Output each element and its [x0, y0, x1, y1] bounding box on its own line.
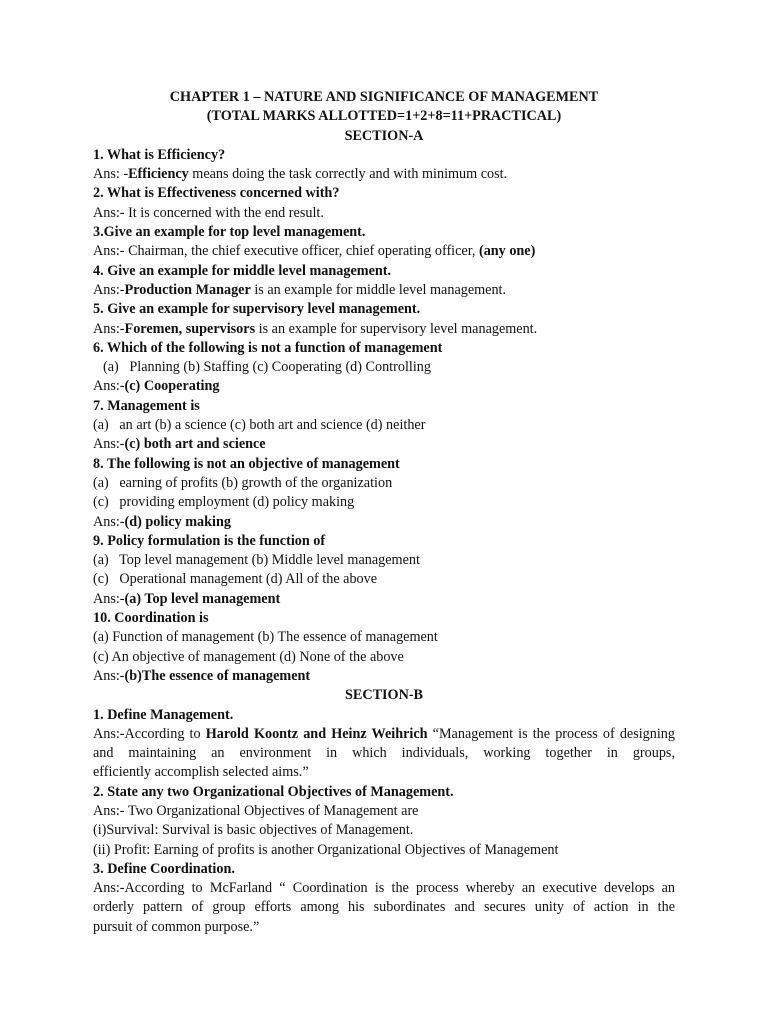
answer-b3: Ans:-According to McFarland “ Coordination is the process whereby an executive develops an orderly pattern of group efforts among his subordinates and secures unity of action in the — [93, 880, 675, 916]
question-b3: 3. Define Coordination. — [93, 860, 235, 877]
answer-b1-last: efficiently accomplish selected aims.” — [93, 764, 309, 781]
answer-a1: Ans: -Efficiency means doing the task correctly and with minimum cost. — [93, 166, 508, 183]
chapter-title: CHAPTER 1 – NATURE AND SIGNIFICANCE OF MANAGEMENT — [169, 89, 599, 105]
section-a-heading: SECTION-A — [344, 127, 424, 144]
answer-b1: Ans:-According to Harold Koontz and Heinz Weihrich “Management is the process of designing and maintaining an environment in which individuals, working together in groups, — [93, 725, 675, 762]
question-a3: 3.Give an example for top level management. — [93, 224, 366, 241]
answer-a6: Ans:-(c) Cooperating — [93, 378, 220, 395]
question-a8: 8. The following is not an objective of management — [93, 455, 400, 472]
options-a6: (a) Planning (b) Staffing (c) Cooperating (d) Controlling — [103, 359, 431, 376]
question-a7: 7. Management is — [93, 397, 200, 414]
options-a8-line1: (a) earning of profits (b) growth of the organization — [93, 474, 393, 491]
answer-b2-survival: (i)Survival: Survival is basic objectives of Management. — [93, 822, 414, 839]
answer-a10: Ans:-(b)The essence of management — [93, 667, 311, 684]
options-a8-line2: (c) providing employment (d) policy making — [93, 494, 355, 511]
options-a9-line2: (c) Operational management (d) All of the above — [93, 571, 378, 588]
answer-b2-profit: (ii) Profit: Earning of profits is another Organizational Objectives of Management — [93, 841, 559, 858]
answer-b3-last: pursuit of common purpose.” — [93, 918, 260, 935]
answer-a8: Ans:-(d) policy making — [93, 513, 231, 530]
options-a7: (a) an art (b) a science (c) both art and science (d) neither — [93, 417, 426, 434]
section-b-heading: SECTION-B — [344, 687, 424, 704]
marks-allotted: (TOTAL MARKS ALLOTTED=1+2+8=11+PRACTICAL) — [206, 108, 562, 125]
question-b1: 1. Define Management. — [93, 706, 234, 723]
answer-a2: Ans:- It is concerned with the end result. — [93, 204, 324, 221]
options-a9-line1: (a) Top level management (b) Middle level management — [93, 552, 420, 569]
answer-a4: Ans:-Production Manager is an example for middle level management. — [93, 281, 507, 298]
question-a4: 4. Give an example for middle level management. — [93, 262, 392, 279]
question-a9: 9. Policy formulation is the function of — [93, 532, 326, 549]
answer-a7: Ans:-(c) both art and science — [93, 436, 266, 453]
answer-a3: Ans:- Chairman, the chief executive officer, chief operating officer, (any one) — [93, 243, 536, 260]
question-a5: 5. Give an example for supervisory level management. — [93, 301, 421, 318]
question-a1: 1. What is Efficiency? — [93, 146, 226, 163]
options-a10-line1: (a) Function of management (b) The essence of management — [93, 629, 438, 646]
question-a6: 6. Which of the following is not a function of management — [93, 339, 443, 356]
answer-b2: Ans:- Two Organizational Objectives of Management are — [93, 802, 419, 819]
answer-a5: Ans:-Foremen, supervisors is an example for supervisory level management. — [93, 320, 538, 337]
question-a2: 2. What is Effectiveness concerned with? — [93, 185, 340, 202]
question-a10: 10. Coordination is — [93, 610, 209, 627]
answer-a9: Ans:-(a) Top level management — [93, 590, 281, 607]
question-b2: 2. State any two Organizational Objectives of Management. — [93, 783, 454, 800]
options-a10-line2: (c) An objective of management (d) None of the above — [93, 648, 404, 665]
